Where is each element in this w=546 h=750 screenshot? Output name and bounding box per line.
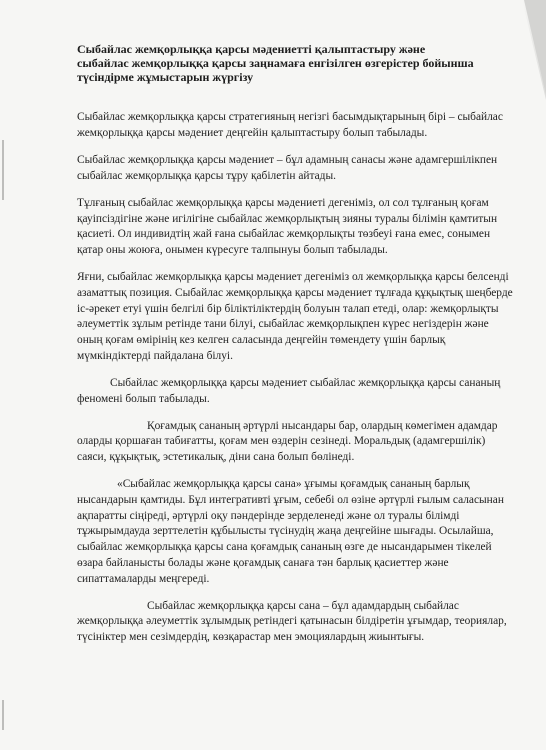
document-title: Сыбайлас жемқорлыққа қарсы мәдениетті қалыптастыру және сыбайлас жемқорлыққа қарсы заңнамаға енгізілген өзгерістер бойынша түсіндірме жұмыстарын жүргізу bbox=[77, 42, 474, 84]
document-body bbox=[77, 110, 514, 657]
paragraph-2: Сыбайлас жемқорлыққа қарсы мәдениет – бұл адамның санасы және адамгершілікпен сыбайлас жемқорлыққа қарсы тұру қабілетін айтады. bbox=[77, 153, 498, 182]
scan-edge-mark bbox=[2, 700, 4, 730]
paragraph-3: Тұлғаның сыбайлас жемқорлыққа қарсы мәдениеті дегеніміз, ол сол тұлғаның қоғам қауіпсіздігіне және игілігіне сыбайлас жемқорлықтың зияны туралы білімін қамтитын қасиеті. Ол индивидтің жай ғана сыбайлас жемқорлықты төзбеуі ғана емес, сонымен қатар оны жоюға, онымен күресуге талпынуы болып табылады. bbox=[77, 196, 498, 256]
paragraph-5: Сыбайлас жемқорлыққа қарсы мәдениет сыбайлас жемқорлыққа қарсы сананың феномені болып табылады. bbox=[77, 376, 501, 405]
paragraph-7: «Сыбайлас жемқорлыққа қарсы сана» ұғымы қоғамдық сананың барлық нысандарын қамтиды. Бұл интегративті ұғым, себебі ол өзіне әртүрлі ғылым саласынан ақпаратты сіңіреді, әртүрлі оқу пәндерінде зерделенеді және ол туралы білімді тұжырымдауда зерттелетін құбылысты түсінудің жаңа деңгейіне шығады. Осылайша, сыбайлас жемқорлыққа қарсы сана қоғамдық сананың өзге де нысандарымен тікелей өзара байланысты болады және қоғамдық санаға тән барлық қасиеттер және сипаттамаларды меңгереді. bbox=[77, 478, 504, 585]
page-corner-fold bbox=[524, 0, 546, 95]
paragraph-8: Сыбайлас жемқорлыққа қарсы сана – бұл адамдардың сыбайлас жемқорлыққа әлеуметтік зұлымдық ретіндегі қатынасын білдіретін ұғымдар, теориялар, түсініктер мен сезімдердің, көзқарастар мен эмоциялардың жиынтығы. bbox=[77, 599, 507, 644]
paragraph-4: Яғни, сыбайлас жемқорлыққа қарсы мәдениет дегеніміз ол жемқорлыққа қарсы белсенді азаматтық позиция. Сыбайлас жемқорлыққа қарсы мәдениет тұлғада құқықтық шеңберде іс-әрекет етуі үшін белгілі бір біліктіліктердің болуын талап етеді, олар: жемқорлықты әлеуметтік зұлым ретінде тани білуі, сыбайлас жемқорлықпен күрес негіздерін және оның қоғам өмірінің кез келген саласында деңгейін төмендету үшін барлық мүмкіндіктерді пайдалана білуі. bbox=[77, 271, 513, 362]
paragraph-1: Сыбайлас жемқорлыққа қарсы стратегияның негізгі басымдықтарының бірі – сыбайлас жемқорлыққа қарсы мәдениет деңгейін қалыптастыру болып табылады. bbox=[77, 111, 503, 139]
paragraph-6: Қоғамдық сананың әртүрлі нысандары бар, олардың көмегімен адамдар оларды қоршаған табиғатты, қоғам мен өздерін сезінеді. Моральдық (адамгершілік) саяси, құқықтық, эстетикалық, діни сана болып бөлінеді. bbox=[77, 419, 498, 464]
scan-edge-mark bbox=[2, 140, 4, 200]
